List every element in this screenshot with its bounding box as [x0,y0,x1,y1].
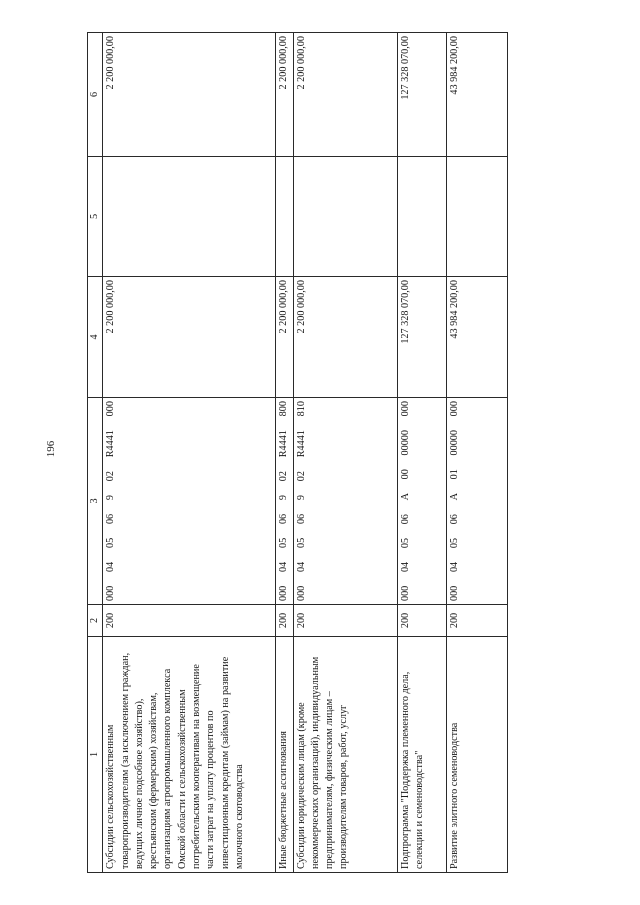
kbk-part: 000 [448,401,460,417]
row-col5 [103,157,276,277]
kbk-part: 000 [278,585,290,601]
row-kbk [293,398,397,605]
kbk-part: А [448,493,460,501]
kbk-part: А [399,493,411,501]
kbk-part: 00000 [399,430,411,456]
kbk-part: 000 [105,401,117,417]
row-col4: 127 328 070,00 [397,277,446,398]
row-col4: 2 200 000,00 [293,277,397,398]
kbk-part: 02 [105,471,117,482]
kbk-part: 000 [295,585,307,601]
kbk-part: 04 [105,561,117,572]
table-row [446,33,507,873]
row-col4: 2 200 000,00 [103,277,276,398]
kbk-part: 06 [399,514,411,525]
row-col4: 43 984 200,00 [446,277,507,398]
header-col-2: 2 [88,605,103,637]
kbk-part: 9 [105,495,117,501]
kbk-part: 06 [448,514,460,525]
row-col6: 43 984 200,00 [446,33,507,157]
kbk-part: 05 [448,537,460,549]
kbk-part: 05 [278,537,290,548]
row-kbk [276,398,293,605]
kbk-part: 06 [295,513,307,525]
kbk-part: 000 [399,585,411,601]
row-col5 [276,157,293,277]
kbk-part: 05 [295,537,307,548]
header-col-4: 4 [88,277,103,398]
kbk-part: 00000 [448,430,460,456]
kbk-part: 000 [105,585,117,601]
row-col4: 2 200 000,00 [276,277,293,398]
row-col6: 2 200 000,00 [293,33,397,157]
row-col5 [446,157,507,277]
kbk-part: 06 [105,513,117,525]
row-name: Развитие элитного семеноводства [446,637,507,873]
row-name: Субсидии сельскохозяйственным товаропроизводителям (за исключением граждан, ведущих личное подсобное хозяйство), крестьянским (фермерским) хозяйствам, организациям агропромышленного комплекса Омской области и сельскохозяйственным потребительским кооперативам на возмещение части затрат на уплату процентов по инвестиционным кредитам (займам) на развитие молочного скотоводства [103,637,276,873]
kbk-part: 9 [278,495,290,501]
row-col6: 127 328 070,00 [397,33,446,157]
row-name: Субсидии юридическим лицам (кроме некоммерческих организаций), индивидуальным предпринимателям, физическим лицам – производителям товаров, работ, услуг [293,637,397,873]
kbk-part: 05 [399,537,411,549]
row-code: 200 [103,605,276,637]
row-code: 200 [446,605,507,637]
table-row [103,33,276,873]
kbk-part: 04 [278,561,290,572]
kbk-part: 810 [295,401,307,417]
row-col6: 2 200 000,00 [103,33,276,157]
kbk-part: 00 [399,469,411,480]
row-kbk [446,398,507,605]
kbk-part: 000 [399,401,411,417]
kbk-part: 04 [399,561,411,573]
header-col-6: 6 [88,33,103,157]
kbk-part: R4441 [278,430,290,458]
row-kbk [397,398,446,605]
header-col-5: 5 [88,157,103,277]
header-col-3: 3 [88,398,103,605]
kbk-part: 9 [295,495,307,501]
table-row [397,33,446,873]
row-code: 200 [276,605,293,637]
kbk-part: 800 [278,401,290,417]
kbk-part: 000 [448,585,460,601]
kbk-part: R4441 [295,430,307,458]
kbk-part: 01 [448,469,460,480]
row-code: 200 [293,605,397,637]
row-code: 200 [397,605,446,637]
table-rotated-wrapper [87,33,508,873]
row-name: Подпрограмма "Поддержка племенного дела, селекции и семеноводства" [397,637,446,873]
table-row [276,33,293,873]
page-number: 196 [45,440,57,458]
kbk-part: 05 [105,537,117,548]
row-kbk [103,398,276,605]
table-row [293,33,397,873]
kbk-part: 04 [295,561,307,572]
kbk-part: 02 [295,471,307,482]
budget-table [87,32,508,873]
kbk-part: R4441 [105,430,117,458]
row-name: Иные бюджетные ассигнования [276,637,293,873]
row-col5 [293,157,397,277]
row-col5 [397,157,446,277]
header-col-1: 1 [88,637,103,873]
kbk-part: 06 [278,513,290,525]
row-col6: 2 200 000,00 [276,33,293,157]
kbk-part: 02 [278,471,290,482]
kbk-part: 04 [448,561,460,573]
header-row [88,33,103,873]
